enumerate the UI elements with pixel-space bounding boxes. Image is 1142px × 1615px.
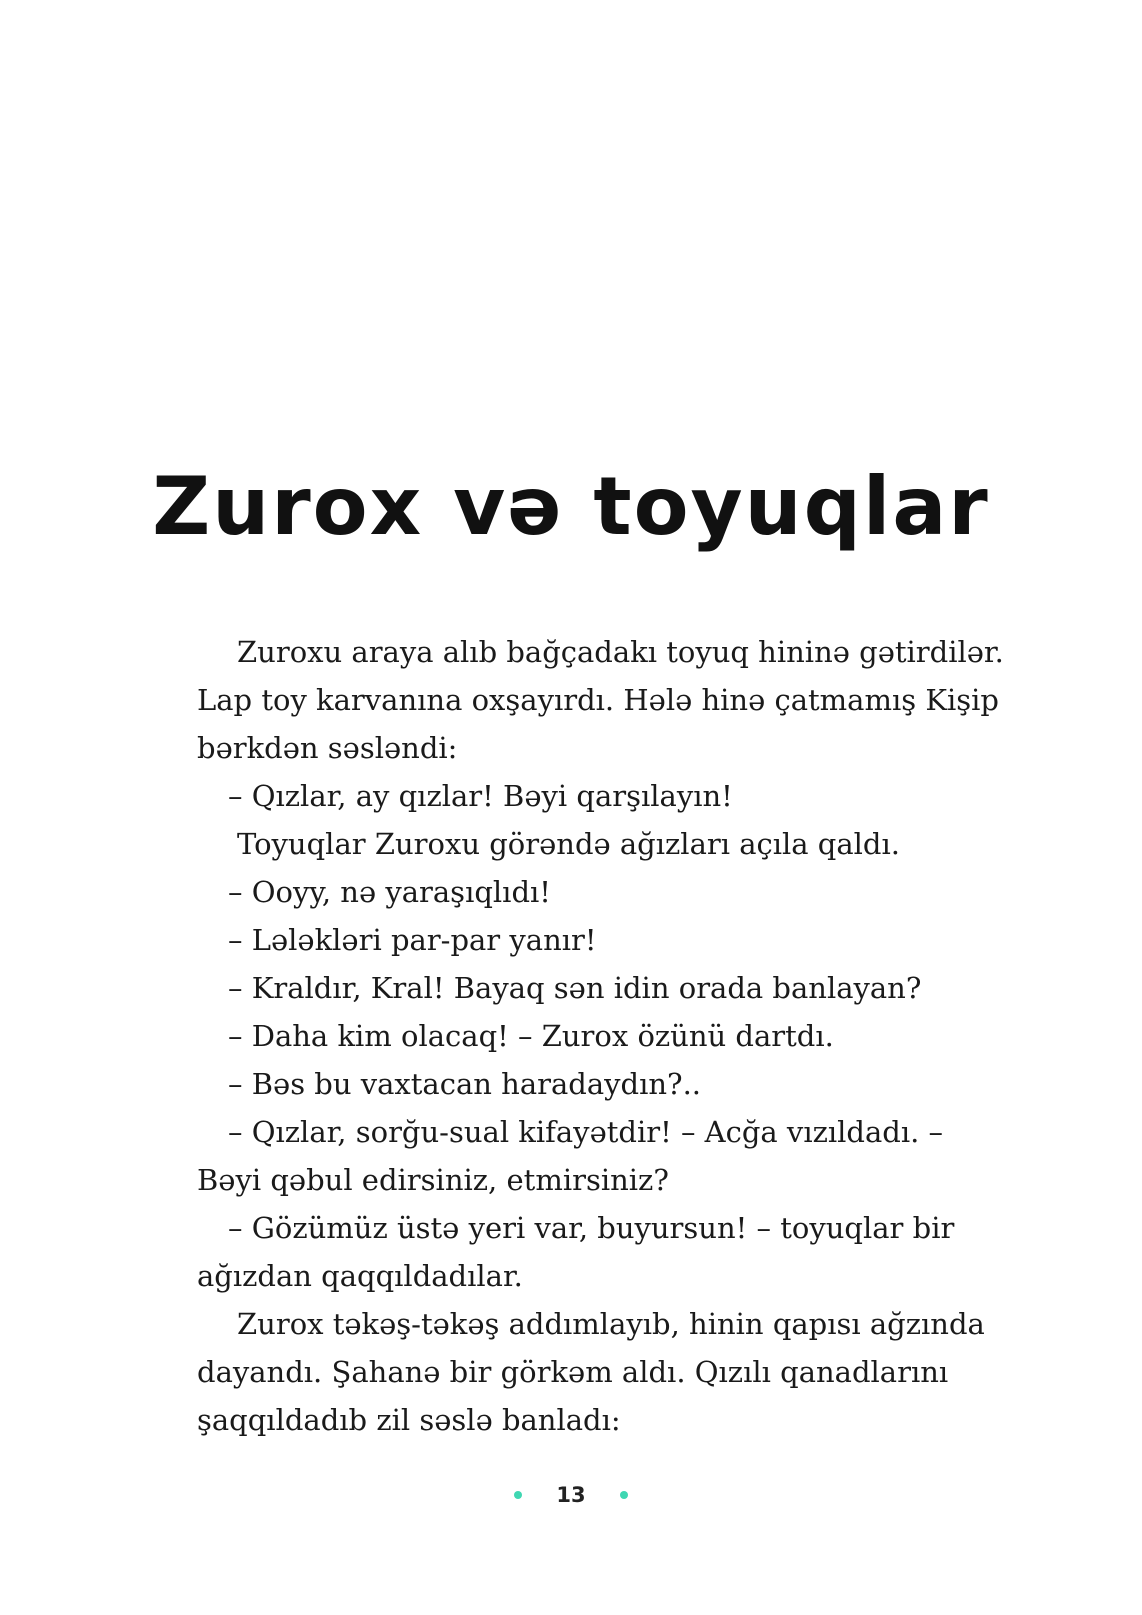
story-text xyxy=(197,628,1004,1444)
paragraph-line: bərkdən səsləndi: xyxy=(197,731,458,765)
dialogue-line: – Qızlar, sorğu-sual kifayətdir! – Acğa vızıldadı. – xyxy=(228,1115,944,1149)
page-footer xyxy=(0,1480,1142,1510)
chapter-title: Zurox və toyuqlar xyxy=(152,460,990,553)
paragraph-line: Lap toy karvanına oxşayırdı. Hələ hinə çatmamış Kişip xyxy=(197,683,999,717)
dialogue-line: – Qızlar, ay qızlar! Bəyi qarşılayın! xyxy=(228,779,733,813)
left-dot-icon xyxy=(514,1491,522,1499)
dialogue-line: – Bəs bu vaxtacan haradaydın?.. xyxy=(228,1067,702,1101)
dialogue-line: – Lələkləri par-par yanır! xyxy=(228,923,597,957)
paragraph-line: ağızdan qaqqıldadılar. xyxy=(197,1259,523,1293)
paragraph-line: Toyuqlar Zuroxu görəndə ağızları açıla qaldı. xyxy=(237,827,900,861)
dialogue-line: – Gözümüz üstə yeri var, buyursun! – toyuqlar bir xyxy=(228,1211,955,1245)
dialogue-line: – Daha kim olacaq! – Zurox özünü dartdı. xyxy=(228,1019,834,1053)
dialogue-line: – Ooyy, nə yaraşıqlıdı! xyxy=(228,875,551,909)
paragraph-line: dayandı. Şahanə bir görkəm aldı. Qızılı qanadlarını xyxy=(197,1355,949,1389)
page-number: 13 xyxy=(556,1483,586,1507)
paragraph-line: Bəyi qəbul edirsiniz, etmirsiniz? xyxy=(197,1163,669,1197)
paragraph-line: şaqqıldadıb zil səslə banladı: xyxy=(197,1403,621,1437)
dialogue-line: – Kraldır, Kral! Bayaq sən idin orada banlayan? xyxy=(228,971,922,1005)
paragraph-line: Zurox təkəş-təkəş addımlayıb, hinin qapısı ağzında xyxy=(237,1307,985,1341)
right-dot-icon xyxy=(620,1491,628,1499)
paragraph-line: Zuroxu araya alıb bağçadakı toyuq hininə gətirdilər. xyxy=(237,635,1004,669)
